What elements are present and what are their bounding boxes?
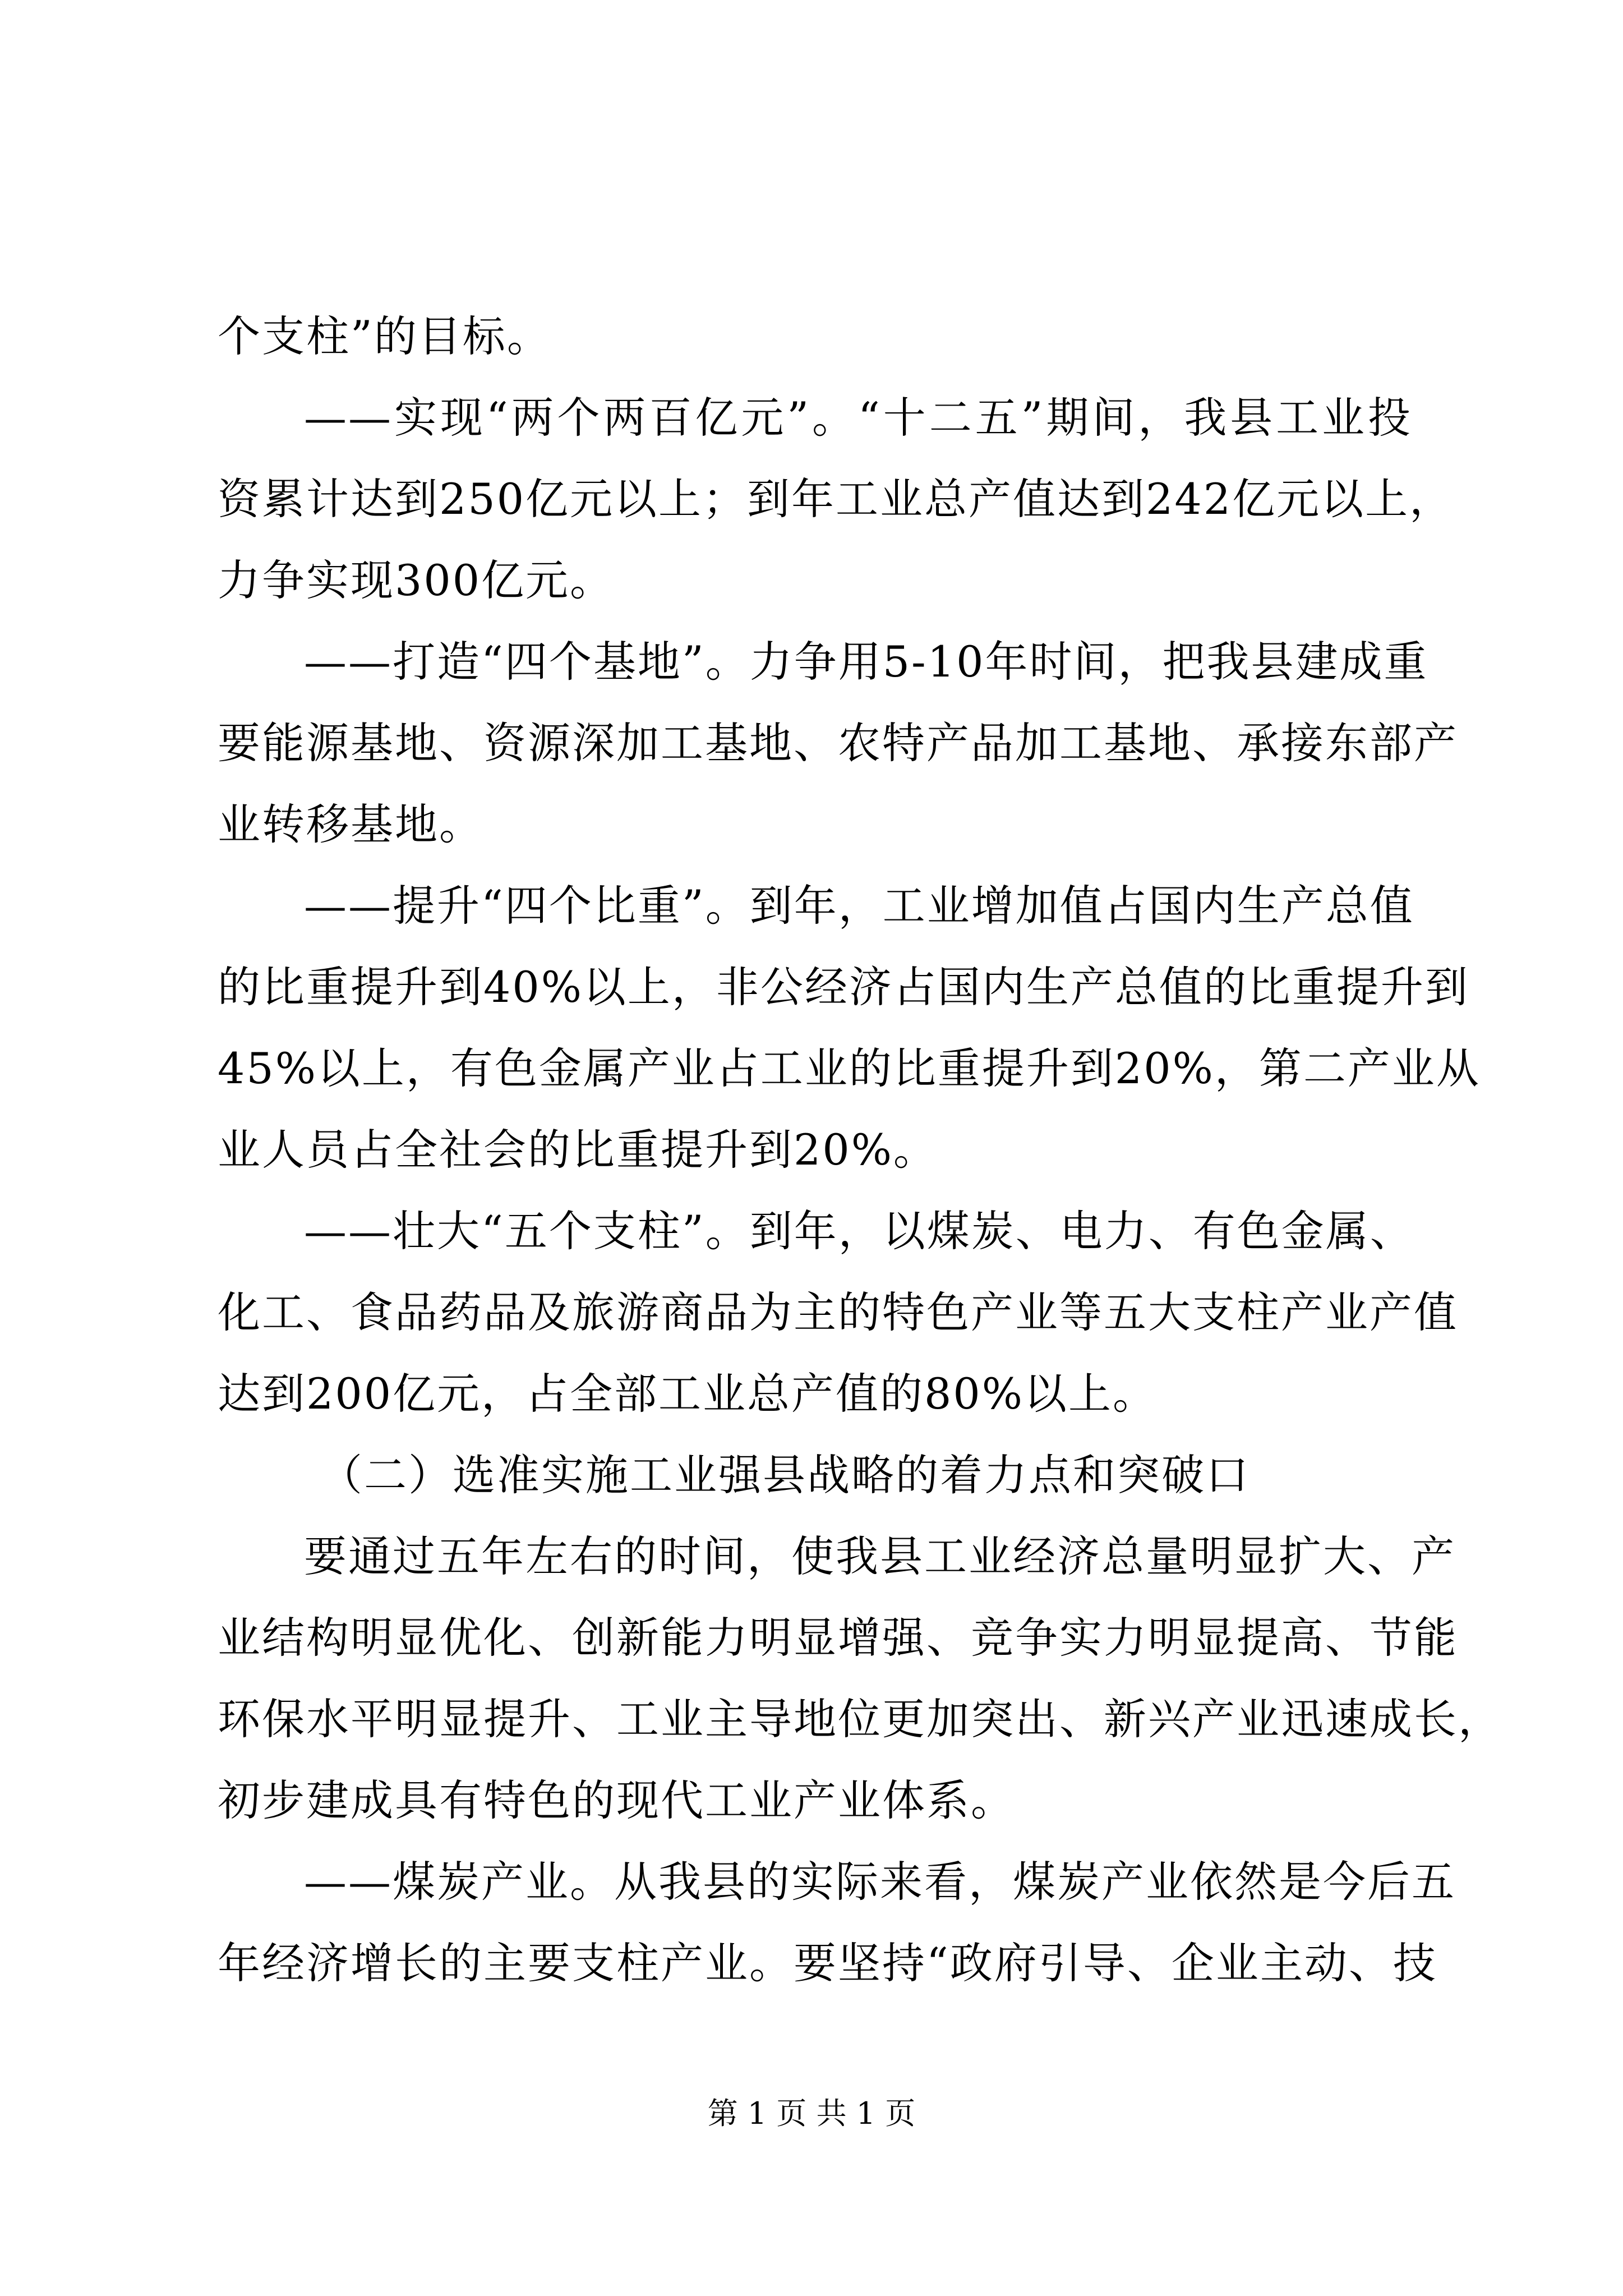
text-line: 的比重提升到40%以上，非公经济占国内生产总值的比重提升到 bbox=[218, 962, 1469, 1012]
text-line: 资累计达到250亿元以上；到年工业总产值达到242亿元以上， bbox=[218, 474, 1454, 524]
text-line: 达到200亿元，占全部工业总产值的80%以上。 bbox=[218, 1369, 1157, 1419]
section-heading: （二）选准实施工业强县战略的着力点和突破口 bbox=[320, 1450, 1250, 1500]
text-line: ——提升“四个比重”。到年，工业增加值占国内生产总值 bbox=[304, 881, 1414, 931]
page-footer: 第 1 页 共 1 页 bbox=[707, 2096, 916, 2131]
text-line: 化工、食品药品及旅游商品为主的特色产业等五大支柱产业产值 bbox=[218, 1287, 1458, 1337]
text-line: 要能源基地、资源深加工基地、农特产品加工基地、承接东部产 bbox=[218, 718, 1458, 768]
text-line: ——壮大“五个支柱”。到年，以煤炭、电力、有色金属、 bbox=[304, 1206, 1414, 1256]
text-line: ——打造“四个基地”。力争用5-10年时间，把我县建成重 bbox=[304, 637, 1428, 687]
text-line: 业人员占全社会的比重提升到20%。 bbox=[218, 1125, 938, 1175]
text-line: 力争实现300亿元。 bbox=[218, 555, 615, 605]
text-line: 45%以上，有色金属产业占工业的比重提升到20%，第二产业从 bbox=[218, 1043, 1481, 1093]
text-line: 环保水平明显提升、工业主导地位更加突出、新兴产业迅速成长， bbox=[218, 1694, 1502, 1744]
text-line: ——煤炭产业。从我县的实际来看，煤炭产业依然是今后五 bbox=[304, 1857, 1456, 1907]
text-line: 初步建成具有特色的现代工业产业体系。 bbox=[218, 1775, 1015, 1825]
text-line: ——实现“两个两百亿元”。“十二五”期间，我县工业投 bbox=[304, 393, 1412, 443]
text-line: 个支柱”的目标。 bbox=[218, 311, 551, 361]
text-line: 业转移基地。 bbox=[218, 799, 483, 849]
text-line: 年经济增长的主要支柱产业。要坚持“政府引导、企业主动、技 bbox=[218, 1938, 1437, 1988]
text-line: 要通过五年左右的时间，使我县工业经济总量明显扩大、产 bbox=[304, 1531, 1456, 1581]
text-line: 业结构明显优化、创新能力明显增强、竞争实力明显提高、节能 bbox=[218, 1613, 1458, 1663]
